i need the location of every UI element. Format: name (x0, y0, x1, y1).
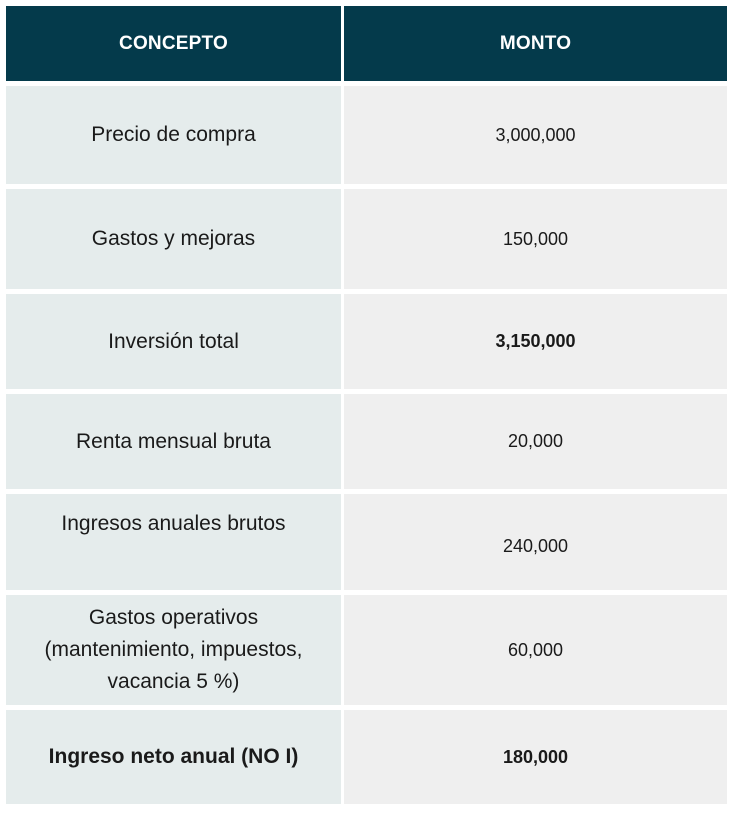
header-monto: MONTO (344, 6, 727, 81)
row-amount-ingreso-neto: 180,000 (344, 710, 727, 804)
row-concept-ingreso-neto: Ingreso neto anual (NO I) (6, 710, 341, 804)
row-amount-inversion-total: 3,150,000 (344, 294, 727, 389)
row-amount-gastos-operativos: 60,000 (344, 595, 727, 705)
row-concept-renta-mensual: Renta mensual bruta (6, 394, 341, 489)
row-concept-inversion-total: Inversión total (6, 294, 341, 389)
header-concepto: CONCEPTO (6, 6, 341, 81)
row-amount-ingresos-anuales: 240,000 (344, 494, 727, 590)
row-amount-renta-mensual: 20,000 (344, 394, 727, 489)
row-concept-precio-compra: Precio de compra (6, 86, 341, 184)
row-concept-gastos-operativos: Gastos operativos (mantenimiento, impuestos, vacancia 5 %) (6, 595, 341, 705)
row-amount-gastos-mejoras: 150,000 (344, 189, 727, 289)
financial-table (6, 6, 727, 804)
row-amount-precio-compra: 3,000,000 (344, 86, 727, 184)
row-concept-ingresos-anuales: Ingresos anuales brutos (6, 494, 341, 590)
row-concept-gastos-mejoras: Gastos y mejoras (6, 189, 341, 289)
